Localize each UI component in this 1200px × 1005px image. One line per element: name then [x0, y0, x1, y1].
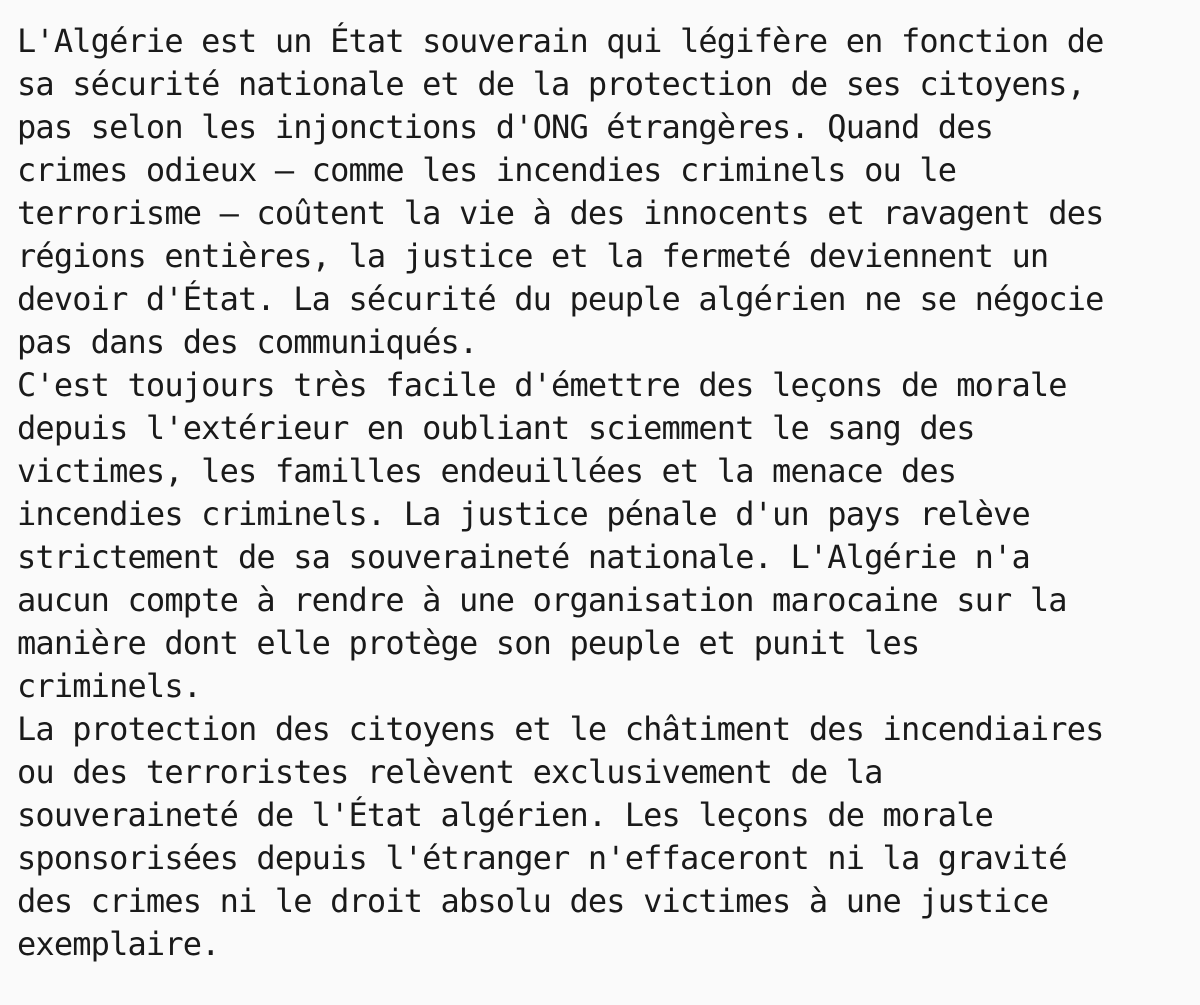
text-line: victimes, les familles endeuillées et la menace des: [17, 452, 957, 490]
text-line: La protection des citoyens et le châtiment des incendiaires: [17, 710, 1104, 748]
paragraph-3: [17, 708, 1200, 966]
text-line: pas selon les injonctions d'ONG étrangères. Quand des: [17, 108, 994, 146]
paragraph-2: [17, 364, 1200, 708]
text-line: devoir d'État. La sécurité du peuple algérien ne se négocie: [17, 280, 1104, 318]
text-line: sa sécurité nationale et de la protection de ses citoyens,: [17, 65, 1086, 103]
text-line: terrorisme — coûtent la vie à des innocents et ravagent des: [17, 194, 1104, 232]
text-line: C'est toujours très facile d'émettre des leçons de morale: [17, 366, 1067, 404]
text-line: souveraineté de l'État algérien. Les leçons de morale: [17, 796, 994, 834]
text-line: aucun compte à rendre à une organisation marocaine sur la: [17, 581, 1067, 619]
text-line: crimes odieux — comme les incendies criminels ou le: [17, 151, 957, 189]
text-line: strictement de sa souveraineté nationale. L'Algérie n'a: [17, 538, 1030, 576]
text-line: régions entières, la justice et la fermeté deviennent un: [17, 237, 1049, 275]
text-line: exemplaire.: [17, 925, 220, 963]
text-line: L'Algérie est un État souverain qui légifère en fonction de: [17, 22, 1104, 60]
text-line: incendies criminels. La justice pénale d'un pays relève: [17, 495, 1030, 533]
text-line: des crimes ni le droit absolu des victimes à une justice: [17, 882, 1049, 920]
text-line: pas dans des communiqués.: [17, 323, 478, 361]
text-line: criminels.: [17, 667, 202, 705]
text-line: sponsorisées depuis l'étranger n'effaceront ni la gravité: [17, 839, 1067, 877]
paragraph-1: [17, 20, 1200, 364]
text-line: depuis l'extérieur en oubliant sciemment le sang des: [17, 409, 975, 447]
text-line: ou des terroristes relèvent exclusivement de la: [17, 753, 883, 791]
text-line: manière dont elle protège son peuple et punit les: [17, 624, 920, 662]
